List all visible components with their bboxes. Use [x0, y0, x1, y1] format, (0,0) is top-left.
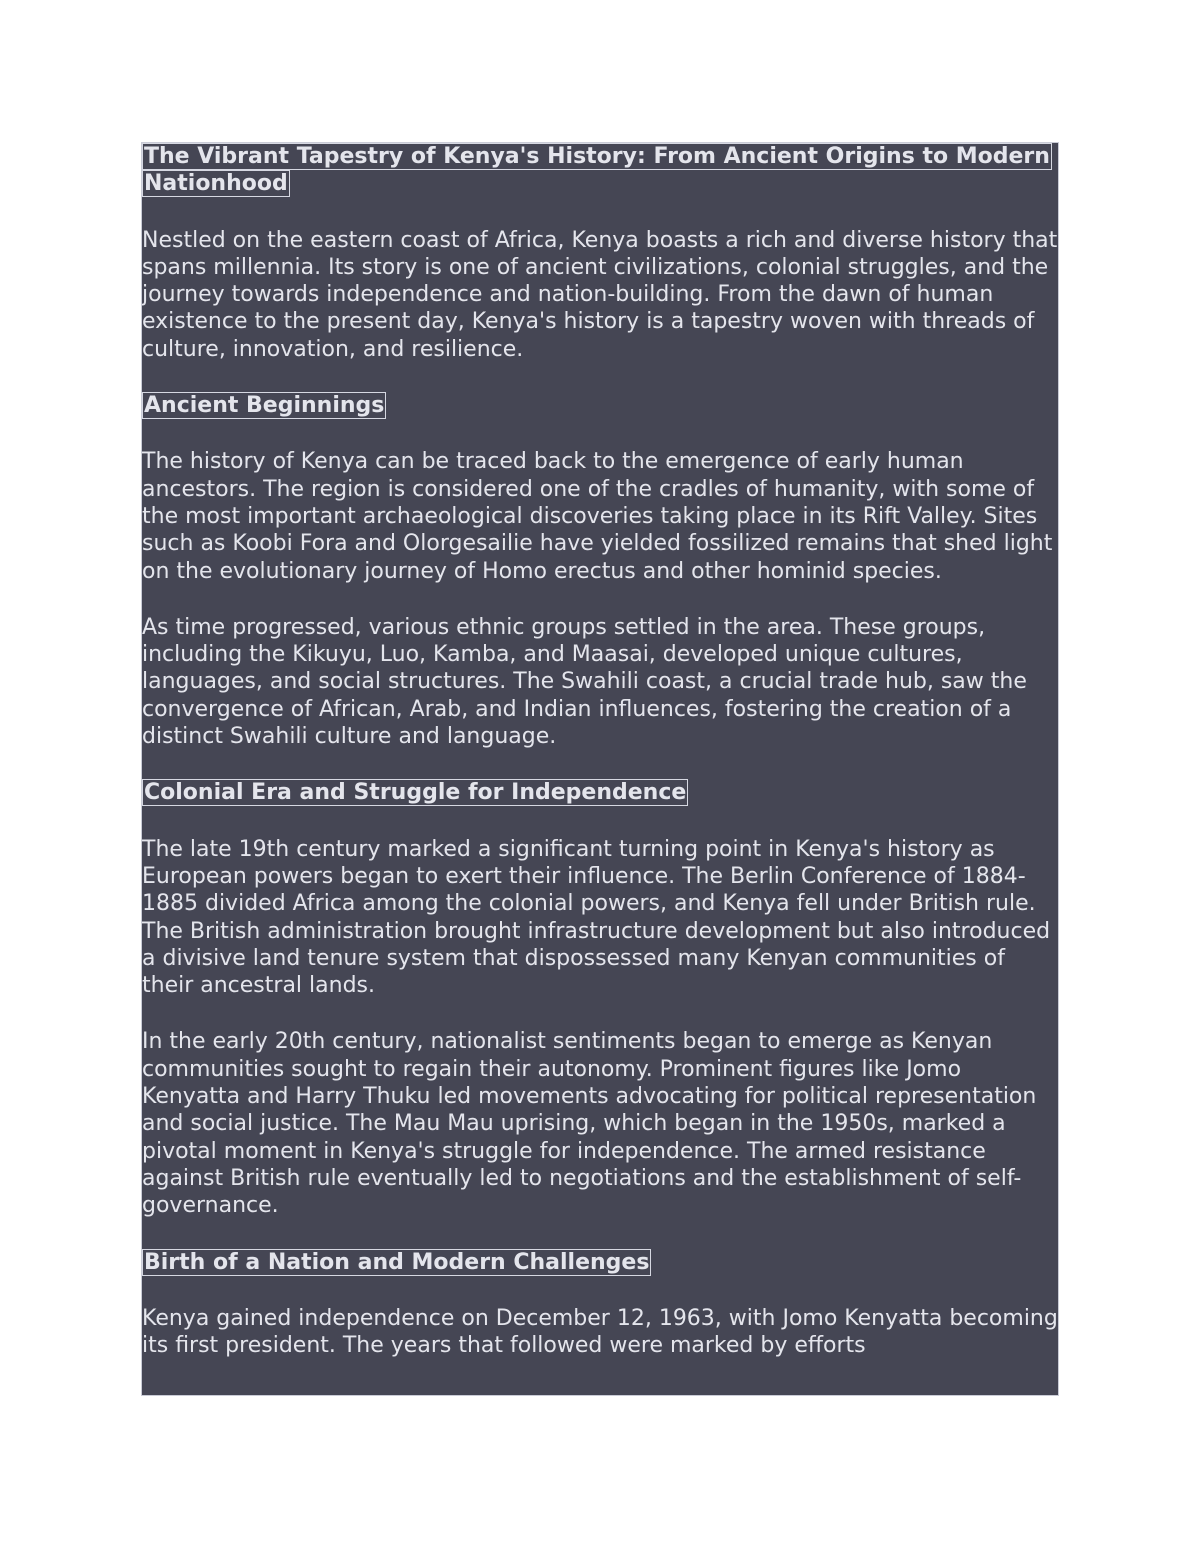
- paragraph: Kenya gained independence on December 12, 1963, with Jomo Kenyatta becoming its first president. The years that followed were marked by efforts: [142, 1305, 1058, 1359]
- spacer: [142, 1276, 1058, 1305]
- spacer: [142, 198, 1058, 227]
- paragraph: The late 19th century marked a significant turning point in Kenya's history as European powers began to exert their influence. The Berlin Conference of 1884-1885 divided Africa among the colonial powers, and Kenya fell under British rule. The British administration brought infrastructure development but also introduced a divisive land tenure system that dispossessed many Kenyan communities of their ancestral lands.: [142, 836, 1051, 999]
- spacer: [142, 1220, 1058, 1249]
- document-page: [141, 142, 1059, 1396]
- section-heading-line: [142, 392, 1058, 419]
- spacer: [142, 999, 1058, 1028]
- document-title-line: [142, 143, 1058, 198]
- paragraph: As time progressed, various ethnic groups settled in the area. These groups, including the Kikuyu, Luo, Kamba, and Maasai, developed unique cultures, languages, and social structures. The Swahili coast, a crucial trade hub, saw the convergence of African, Arab, and Indian influences, fostering the creation of a distinct Swahili culture and language.: [142, 614, 1027, 750]
- section-heading-colonial-era: Colonial Era and Struggle for Independence: [144, 780, 687, 806]
- spacer: [142, 419, 1058, 448]
- paragraph: The history of Kenya can be traced back to the emergence of early human ancestors. The region is considered one of the cradles of humanity, with some of the most important archaeological discoveries taking place in its Rift Valley. Sites such as Koobi Fora and Olorgesailie have yielded fossilized remains that shed light on the evolutionary journey of Homo erectus and other hominid species.: [142, 449, 1053, 584]
- spacer: [142, 750, 1058, 779]
- spacer: [142, 363, 1058, 392]
- section-heading-birth-of-a-nation: Birth of a Nation and Modern Challenges: [144, 1249, 650, 1275]
- spacer: [142, 585, 1058, 614]
- section-heading-line: [142, 779, 1058, 806]
- paragraph: In the early 20th century, nationalist sentiments began to emerge as Kenyan communities sought to regain their autonomy. Prominent figures like Jomo Kenyatta and Harry Thuku led movements advocating for political representation and social justice. The Mau Mau uprising, which began in the 1950s, marked a pivotal moment in Kenya's struggle for independence. The armed resistance against British rule eventually led to negotiations and the establishment of self-governance.: [142, 1029, 1037, 1219]
- intro-paragraph: Nestled on the eastern coast of Africa, Kenya boasts a rich and diverse history that spans millennia. Its story is one of ancient civilizations, colonial struggles, and the journey towards independence and nation-building. From the dawn of human existence to the present day, Kenya's history is a tapestry woven with threads of culture, innovation, and resilience.: [142, 227, 1058, 362]
- document-title: The Vibrant Tapestry of Kenya's History: From Ancient Origins to Modern Nationhood: [144, 144, 1050, 197]
- section-heading-line: [142, 1249, 1058, 1276]
- section-heading-ancient-beginnings: Ancient Beginnings: [144, 393, 385, 419]
- spacer: [142, 807, 1058, 836]
